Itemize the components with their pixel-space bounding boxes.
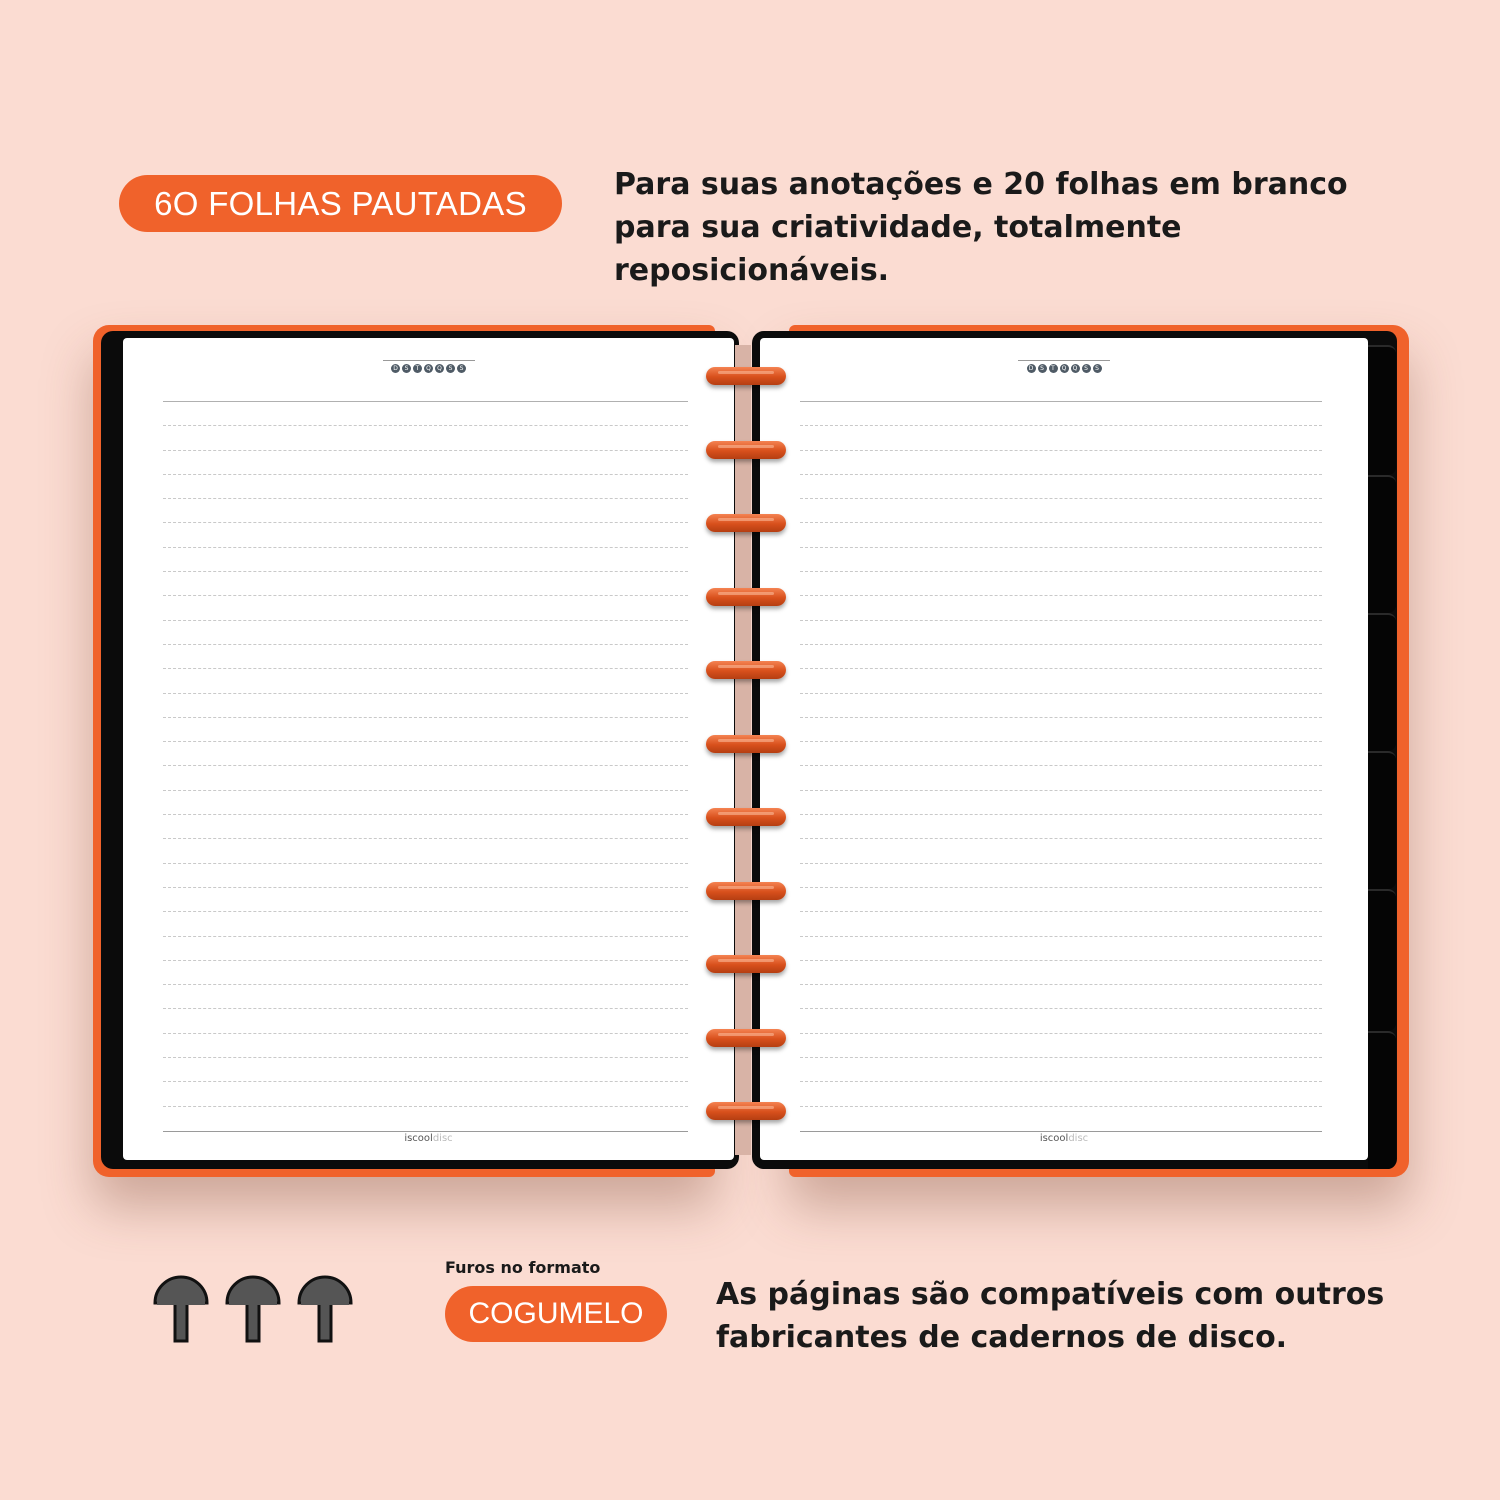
footer-rule [163, 1131, 688, 1132]
brand-logo: iscooldisc [404, 1133, 453, 1144]
divider-tab [1368, 475, 1396, 613]
ruled-lines [800, 401, 1322, 1130]
left-page [123, 338, 734, 1160]
ruled-line [163, 450, 688, 474]
ruled-line [800, 450, 1322, 474]
ruled-line [800, 474, 1322, 498]
right-page [760, 338, 1368, 1160]
ruled-line [800, 547, 1322, 571]
ruled-line [800, 911, 1322, 935]
ruled-line [800, 595, 1322, 619]
divider-tab [1368, 751, 1396, 889]
ruled-line [800, 571, 1322, 595]
ruled-line [800, 401, 1322, 425]
ruled-line [800, 960, 1322, 984]
ruled-line [800, 790, 1322, 814]
ruled-line [163, 838, 688, 862]
ruled-line [800, 693, 1322, 717]
ruled-line [163, 620, 688, 644]
binding-disc [706, 882, 786, 900]
ruled-line [800, 838, 1322, 862]
ruled-line [163, 765, 688, 789]
ruled-line [800, 620, 1322, 644]
ruled-line [163, 644, 688, 668]
mushroom-hole-icon [297, 1273, 353, 1343]
ruled-line [163, 936, 688, 960]
ruled-line [163, 863, 688, 887]
brand-logo: iscooldisc [1039, 1133, 1089, 1144]
ruled-line [800, 1008, 1322, 1032]
weekday-dot: S [1038, 364, 1047, 373]
binding-disc [706, 955, 786, 973]
weekday-dot: S [446, 364, 455, 373]
top-description: Para suas anotações e 20 folhas em branco para sua criatividade, totalmente reposicionáveis. [614, 167, 1348, 288]
ruled-line [163, 960, 688, 984]
ruled-line [163, 1057, 688, 1081]
ruled-lines [163, 401, 688, 1130]
ruled-line [163, 1081, 688, 1105]
ruled-line [163, 571, 688, 595]
ruled-line [163, 790, 688, 814]
binding-disc [706, 735, 786, 753]
ruled-line [800, 765, 1322, 789]
weekday-dot: T [1049, 364, 1058, 373]
weekday-dot: Q [1071, 364, 1080, 373]
binding-disc [706, 661, 786, 679]
divider-tab [1368, 889, 1396, 1031]
divider-tab [1368, 1031, 1396, 1169]
weekday-dot: S [1093, 364, 1102, 373]
ruled-line [163, 814, 688, 838]
ruled-line [800, 863, 1322, 887]
ruled-line [163, 693, 688, 717]
divider-tab [1368, 613, 1396, 751]
ruled-line [163, 1033, 688, 1057]
ruled-line [800, 814, 1322, 838]
weekday-dot: Q [424, 364, 433, 373]
ruled-line [163, 717, 688, 741]
binding-disc [706, 514, 786, 532]
ruled-line [800, 425, 1322, 449]
ruled-line [800, 887, 1322, 911]
binding-disc [706, 367, 786, 385]
mushroom-hole-icon [225, 1273, 281, 1343]
ruled-line [163, 425, 688, 449]
ruled-line [800, 498, 1322, 522]
ruled-line [800, 522, 1322, 546]
ruled-line [163, 1106, 688, 1130]
binding-disc [706, 1029, 786, 1047]
cogumelo-badge: COGUMELO [445, 1286, 667, 1342]
ruled-line [800, 936, 1322, 960]
folhas-badge: 6O FOLHAS PAUTADAS [119, 175, 562, 232]
bottom-description: As páginas são compatíveis com outros fabricantes de cadernos de disco. [716, 1277, 1385, 1355]
weekday-dot: D [391, 364, 400, 373]
weekday-dot: T [413, 364, 422, 373]
ruled-line [163, 547, 688, 571]
ruled-line [163, 498, 688, 522]
binding-disc [706, 808, 786, 826]
ruled-line [800, 717, 1322, 741]
holes-caption: Furos no formato [445, 1258, 601, 1277]
mushroom-hole-icon [153, 1273, 209, 1343]
weekday-dot: D [1027, 364, 1036, 373]
ruled-line [163, 887, 688, 911]
weekday-dot: Q [435, 364, 444, 373]
ruled-line [163, 668, 688, 692]
weekday-dots [760, 360, 1368, 383]
weekday-dot: S [402, 364, 411, 373]
ruled-line [163, 474, 688, 498]
ruled-line [163, 741, 688, 765]
ruled-line [800, 1033, 1322, 1057]
ruled-line [800, 984, 1322, 1008]
binding-disc [706, 1102, 786, 1120]
weekday-dot: Q [1060, 364, 1069, 373]
ruled-line [800, 1106, 1322, 1130]
divider-tab [1368, 345, 1396, 475]
ruled-line [163, 911, 688, 935]
ruled-line [163, 984, 688, 1008]
binding-disc [706, 441, 786, 459]
ruled-line [163, 1008, 688, 1032]
ruled-line [800, 644, 1322, 668]
ruled-line [800, 1057, 1322, 1081]
ruled-line [163, 522, 688, 546]
binding-disc [706, 588, 786, 606]
ruled-line [800, 668, 1322, 692]
weekday-dots [123, 360, 734, 383]
ruled-line [163, 401, 688, 425]
ruled-line [800, 741, 1322, 765]
ruled-line [800, 1081, 1322, 1105]
weekday-dot: S [457, 364, 466, 373]
ruled-line [163, 595, 688, 619]
weekday-dot: S [1082, 364, 1091, 373]
footer-rule [800, 1131, 1322, 1132]
